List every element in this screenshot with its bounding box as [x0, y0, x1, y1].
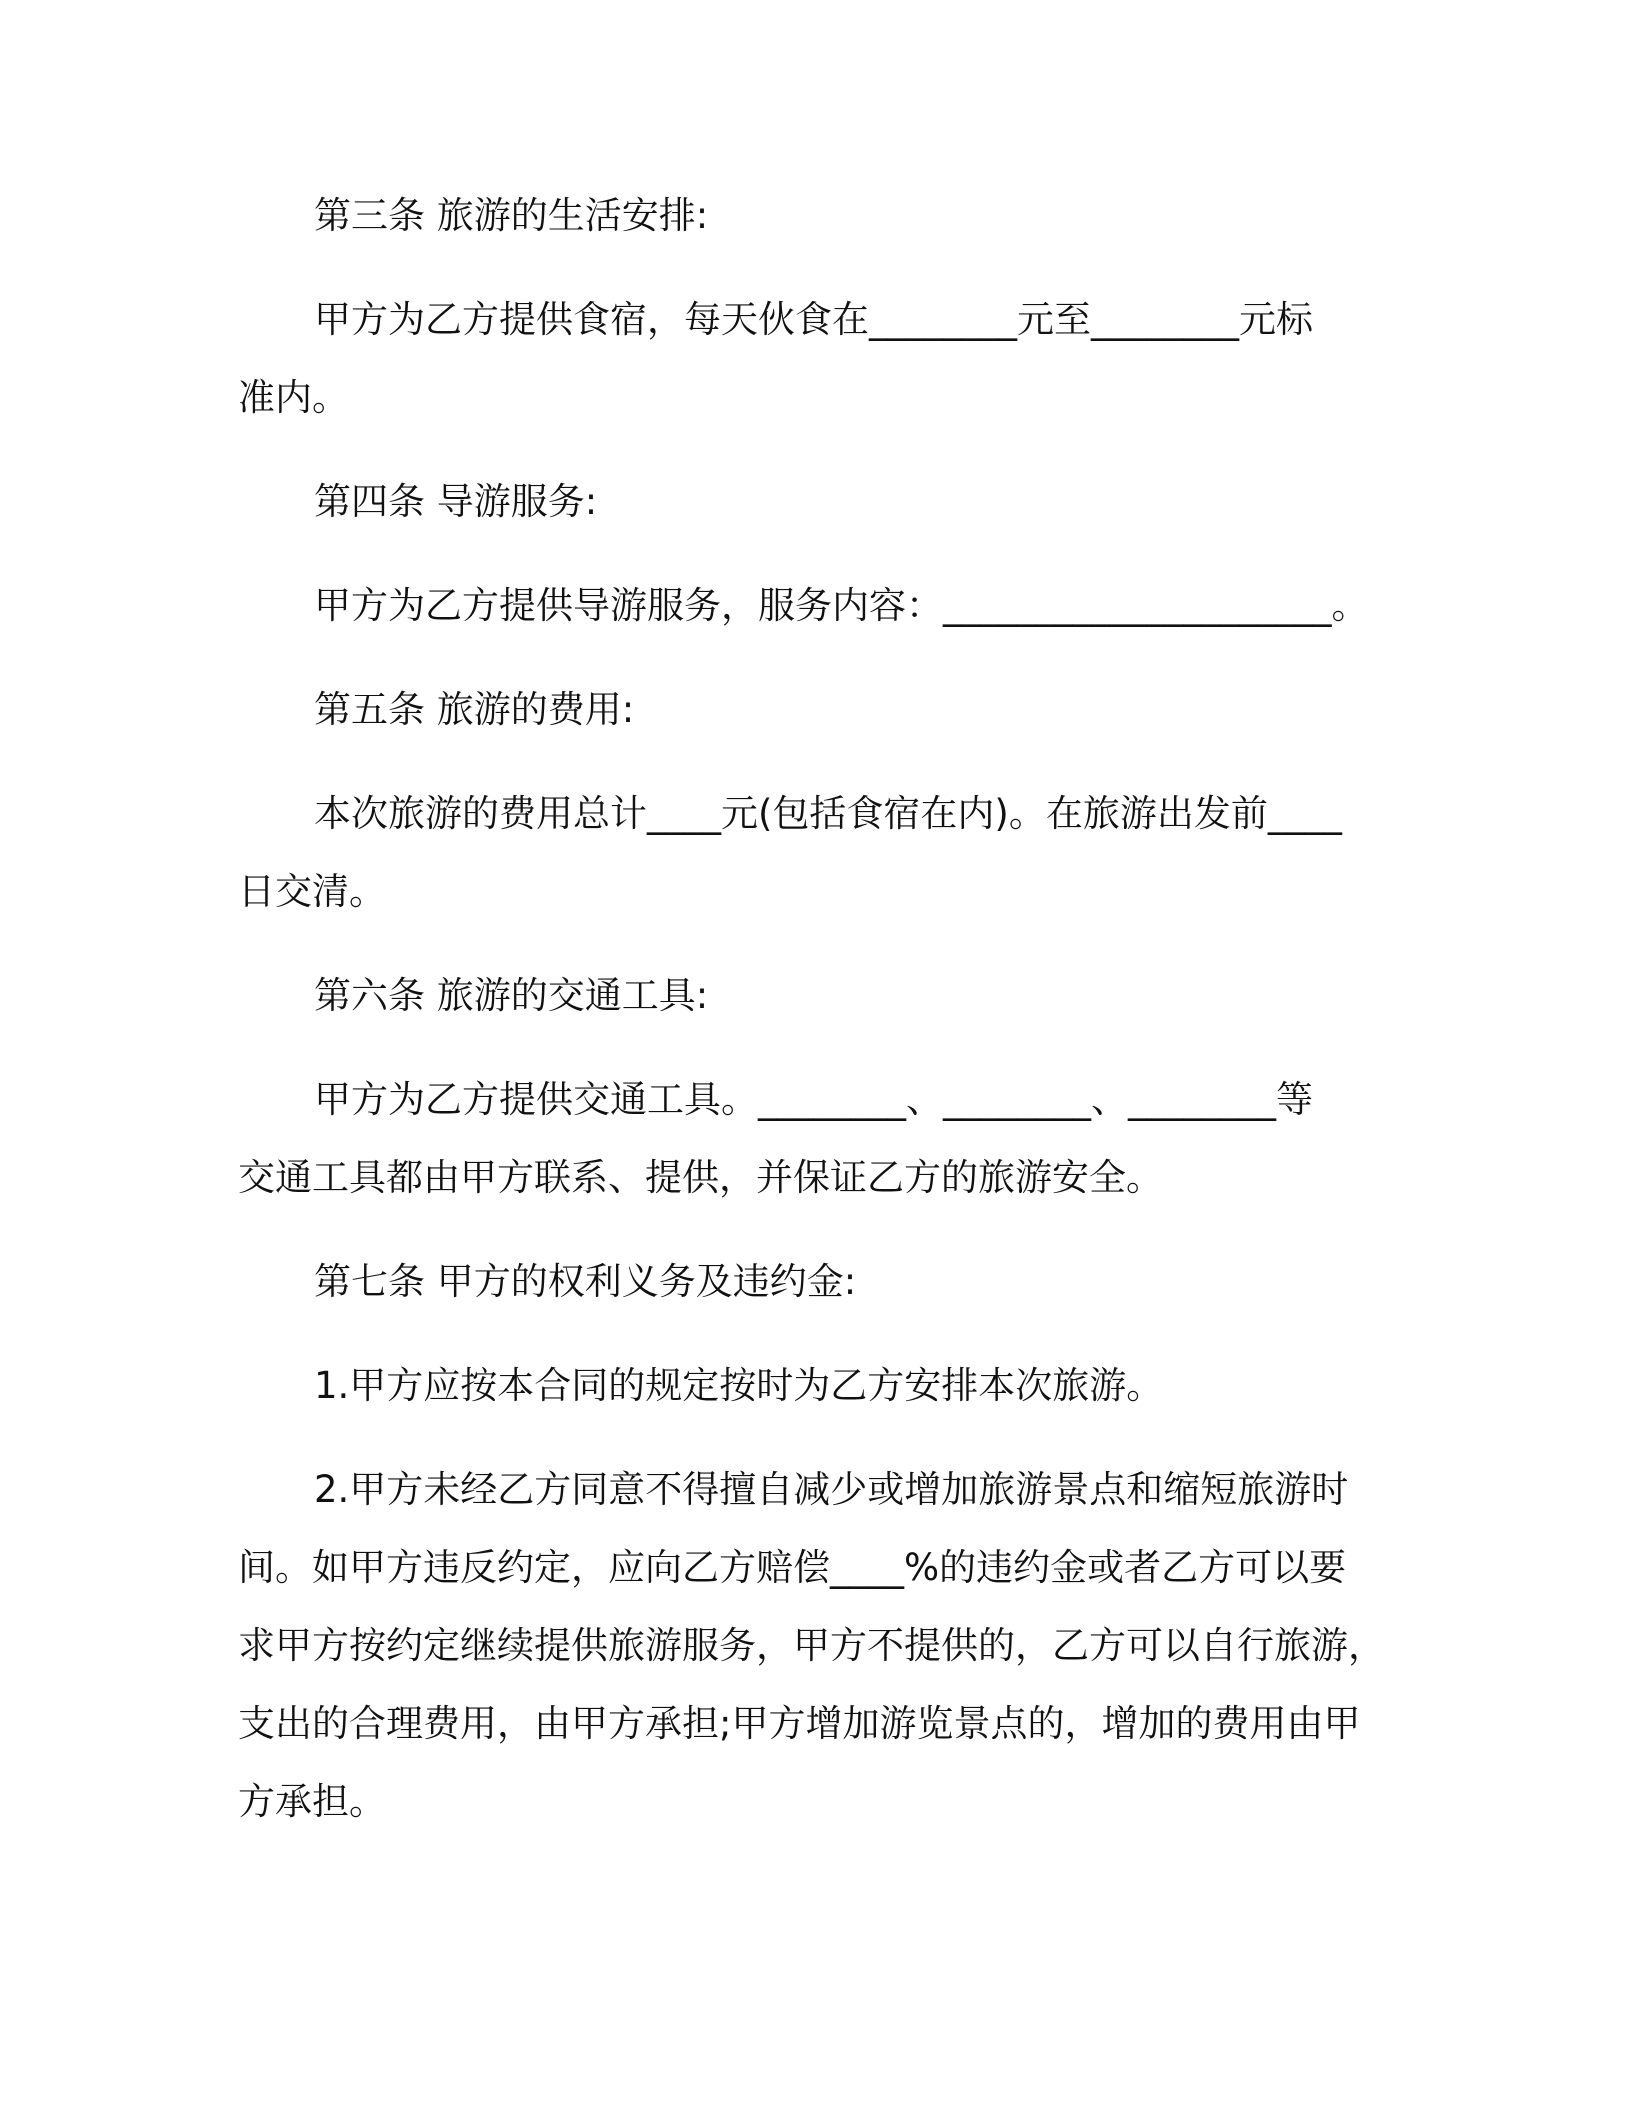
article-7-item-2-line-5: 方承担。 — [238, 1780, 386, 1823]
article-5-body-line-2: 日交清。 — [238, 870, 386, 913]
article-7-item-2-line-1: 2.甲方未经乙方同意不得擅自减少或增加旅游景点和缩短旅游时 — [314, 1468, 1349, 1511]
article-7-item-2-line-4: 支出的合理费用，由甲方承担;甲方增加游览景点的，增加的费用由甲 — [238, 1702, 1361, 1745]
article-3-heading: 第三条 旅游的生活安排: — [314, 194, 709, 237]
article-4-heading: 第四条 导游服务: — [314, 480, 598, 523]
article-7-item-1: 1.甲方应按本合同的规定按时为乙方安排本次旅游。 — [314, 1364, 1164, 1407]
article-7-item-2-line-2: 间。如甲方违反约定，应向乙方赔偿____%的违约金或者乙方可以要 — [238, 1546, 1347, 1589]
article-6-body-line-1: 甲方为乙方提供交通工具。________、________、________等 — [314, 1078, 1313, 1121]
article-5-body-line-1: 本次旅游的费用总计____元(包括食宿在内)。在旅游出发前____ — [314, 792, 1342, 835]
article-5-heading: 第五条 旅游的费用: — [314, 688, 635, 731]
article-4-body: 甲方为乙方提供导游服务，服务内容：_____________________。 — [314, 584, 1369, 627]
article-7-item-2-line-3: 求甲方按约定继续提供旅游服务，甲方不提供的，乙方可以自行旅游， — [238, 1624, 1385, 1667]
article-6-body-line-2: 交通工具都由甲方联系、提供，并保证乙方的旅游安全。 — [238, 1156, 1163, 1199]
article-3-body-line-2: 准内。 — [238, 376, 349, 419]
article-7-heading: 第七条 甲方的权利义务及违约金: — [314, 1260, 857, 1303]
article-3-body-line-1: 甲方为乙方提供食宿，每天伙食在________元至________元标 — [314, 298, 1313, 341]
article-6-heading: 第六条 旅游的交通工具: — [314, 974, 709, 1017]
